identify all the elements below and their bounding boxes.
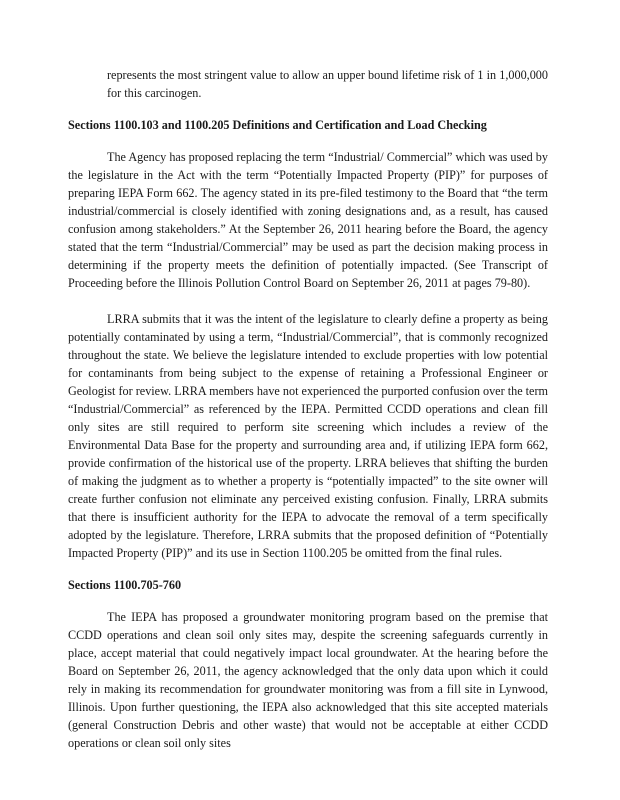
page-content [68,66,548,752]
paragraph-lrra-submission: LRRA submits that it was the intent of the legislature to clearly define a property as being potentially contaminated by using a term, “Industrial/Commercial”, that is commonly recognized throughout the state. We believe the legislature intended to exclude properties with low potential for contaminants from being subject to the expense of retaining a Professional Engineer or Geologist for review. LRRA members have not experienced the purported confusion over the term “Industrial/Commercial” as referenced by the IEPA. Permitted CCDD operations and clean fill only sites are still required to perform site screening which includes a review of the Environmental Data Base for the property and surrounding area and, if utilizing IEPA form 662, provide confirmation of the historical use of the property. LRRA believes that shifting the burden of making the judgment as to whether a property is “potentially impacted” to the site owner will create further confusion not eliminate any perceived existing confusion. Finally, LRRA submits that there is insufficient authority for the IEPA to advocate the removal of a term specifically adopted by the legislature. Therefore, LRRA submits that the proposed definition of “Potentially Impacted Property (PIP)” and its use in Section 1100.205 be omitted from the final rules. [68,312,548,560]
section-heading-groundwater: Sections 1100.705-760 [68,578,182,592]
paragraph-groundwater-monitoring: The IEPA has proposed a groundwater monitoring program based on the premise that CCDD operations and clean soil only sites may, despite the screening safeguards currently in place, accept material that could negatively impact local groundwater. At the hearing before the Board on September 26, 2011, the agency acknowledged that the only data upon which it could rely in making its recommendation for groundwater monitoring was from a fill site in Lynwood, Illinois. Upon further questioning, the IEPA also acknowledged that this site accepted materials (general Construction Debris and other waste) that would not be acceptable at either CCDD operations or clean soil only sites [68,610,548,750]
section-heading-definitions: Sections 1100.103 and 1100.205 Definitions and Certification and Load Checking [68,118,487,132]
paragraph-agency-proposal: The Agency has proposed replacing the term “Industrial/ Commercial” which was used by the legislature in the Act with the term “Potentially Impacted Property (PIP)” for purposes of preparing IEPA Form 662. The agency stated in its pre-filed testimony to the Board that “the term industrial/commercial is closely identified with zoning designations and, as a result, has caused confusion among stakeholders.” At the September 26, 2011 hearing before the Board, the agency stated that the term “Industrial/Commercial” may be used as part the decision making process in determining if the property meets the definition of potentially impacted. (See Transcript of Proceeding before the Illinois Pollution Control Board on September 26, 2011 at pages 79-80). [68,150,548,290]
intro-paragraph: represents the most stringent value to allow an upper bound lifetime risk of 1 in 1,000,000 for this carcinogen. [107,68,548,100]
